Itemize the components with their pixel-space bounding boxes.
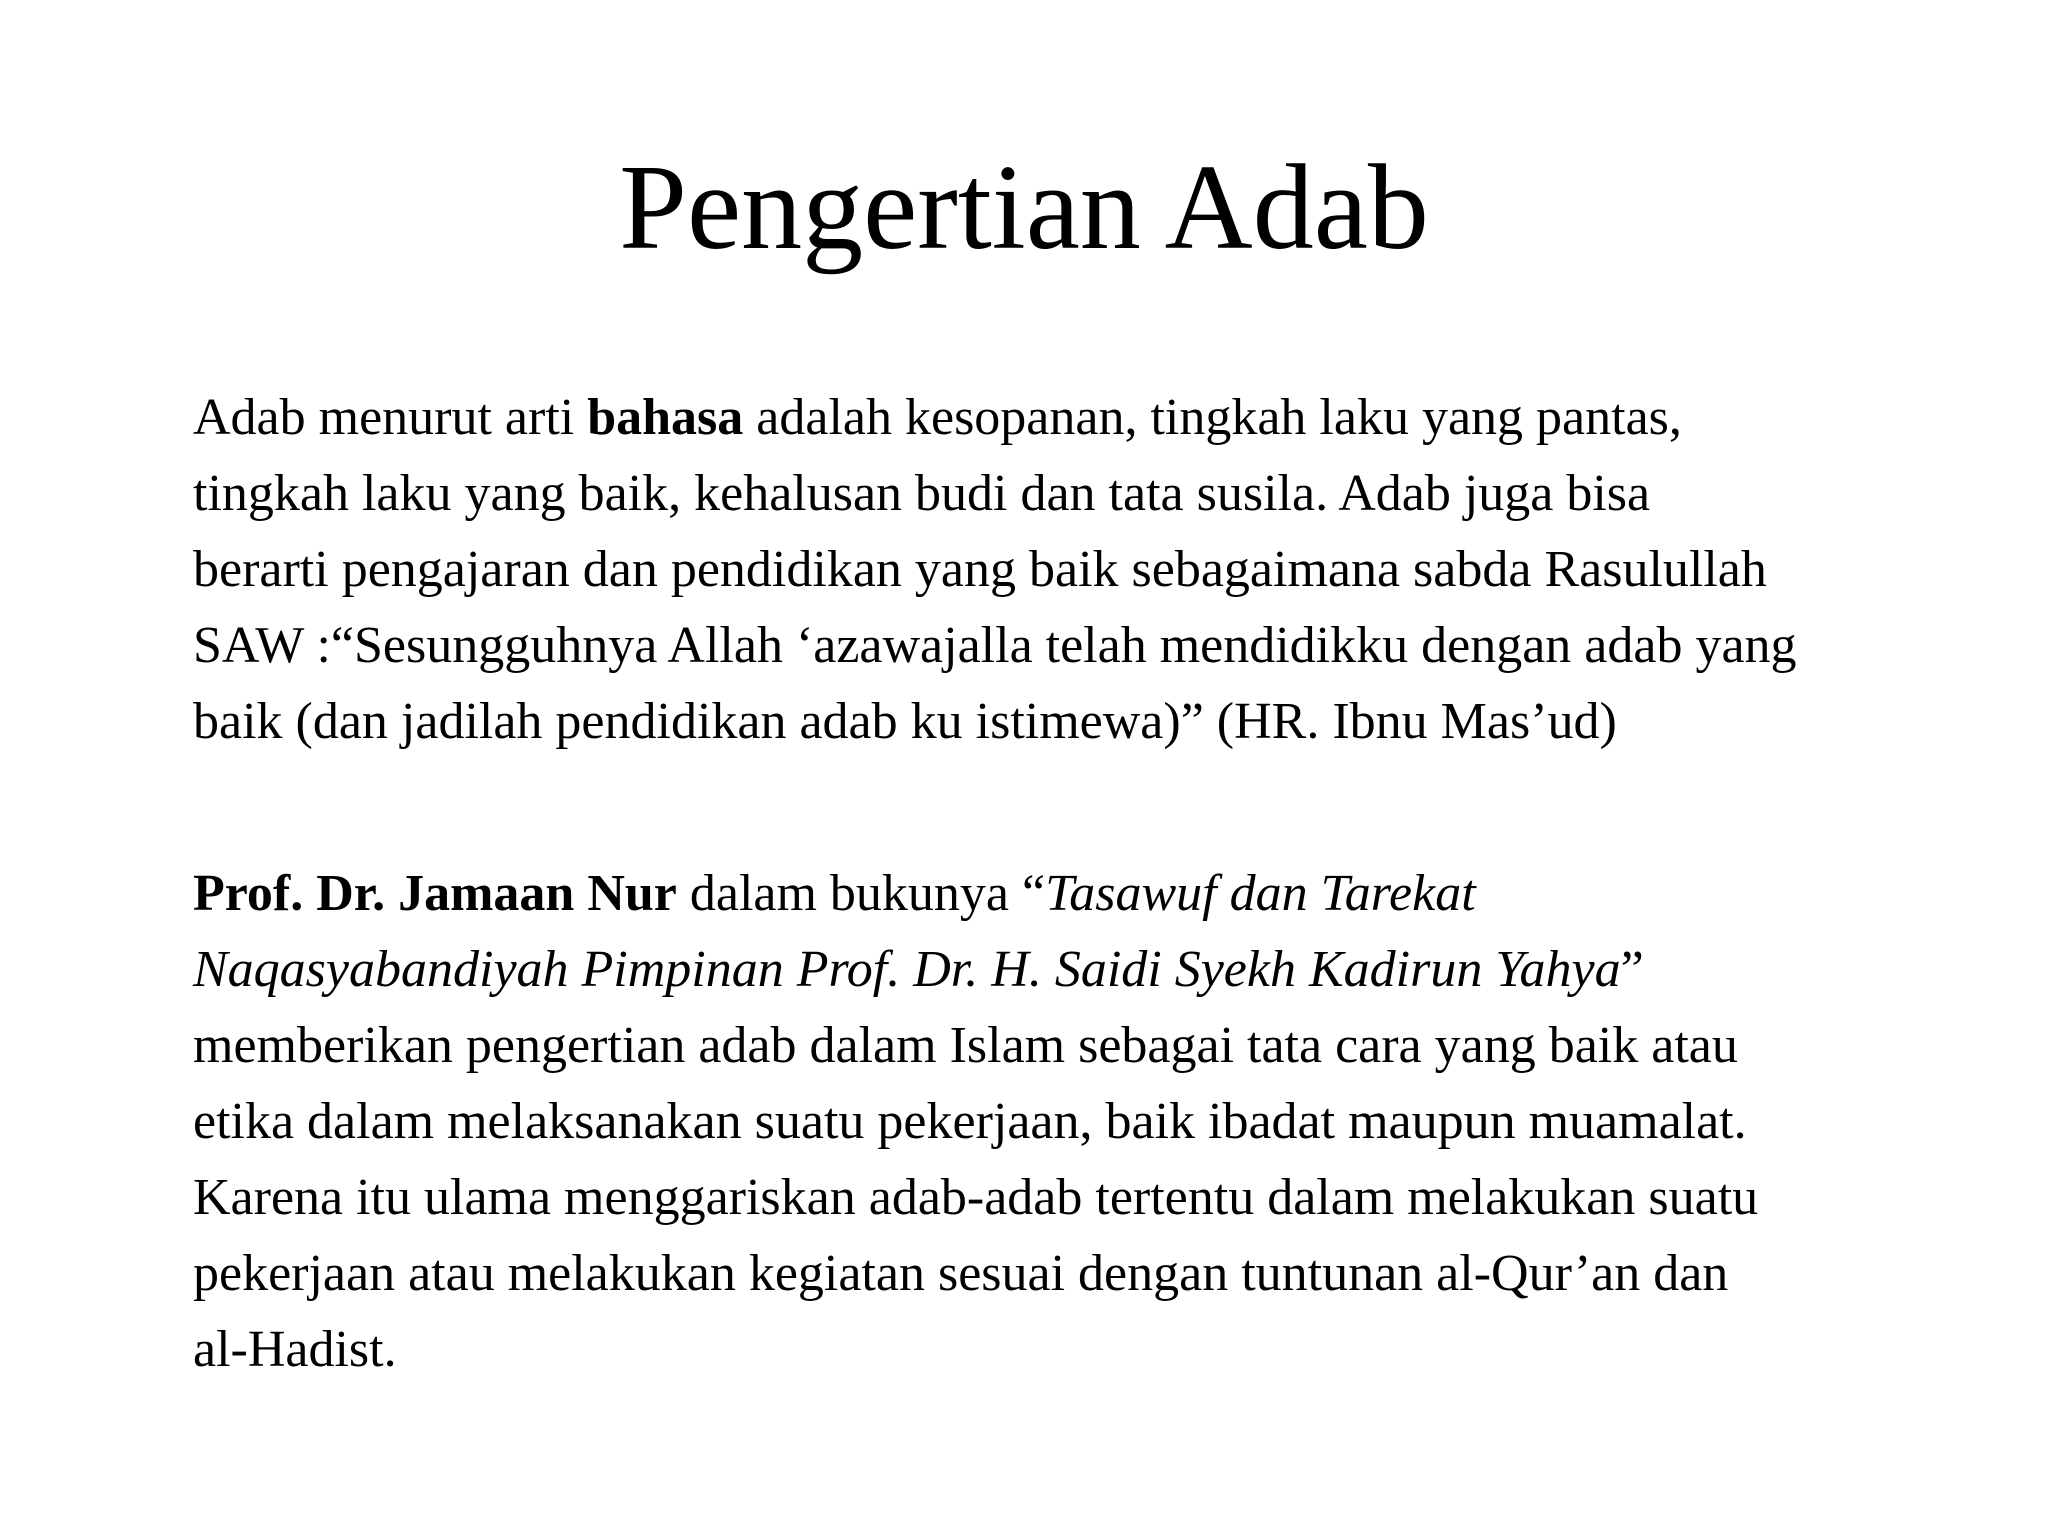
paragraph1-line1 [193, 380, 1943, 456]
paragraph-definition-islam [193, 856, 1943, 1388]
paragraph2-line7: al-Hadist. [193, 1321, 397, 1378]
paragraph1-line5: baik (dan jadilah pendidikan adab ku istimewa)” (HR. Ibnu Mas’ud) [193, 693, 1617, 750]
author-name: Prof. Dr. Jamaan Nur [193, 865, 677, 922]
paragraph2-line4: etika dalam melaksanakan suatu pekerjaan, baik ibadat maupun muamalat. [193, 1093, 1747, 1150]
slide-title: Pengertian Adab [619, 140, 1429, 275]
paragraph-definition-language [193, 380, 1943, 760]
paragraph2-line1-text: dalam bukunya “ [676, 865, 1046, 922]
paragraph2-line6: pekerjaan atau melakukan kegiatan sesuai dengan tuntunan al-Qur’an dan [193, 1245, 1729, 1302]
paragraph2-line5: Karena itu ulama menggariskan adab-adab tertentu dalam melakukan suatu [193, 1169, 1759, 1226]
paragraph1-line1-post: adalah kesopanan, tingkah laku yang pantas, [743, 389, 1682, 446]
paragraph2-line1 [193, 856, 1943, 932]
book-title-part1: Tasawuf dan Tarekat [1045, 865, 1476, 922]
book-title-part2: Naqasyabandiyah Pimpinan Prof. Dr. H. Saidi Syekh Kadirun Yahya [193, 941, 1621, 998]
paragraph1-line3: berarti pengajaran dan pendidikan yang baik sebagaimana sabda Rasulullah [193, 541, 1767, 598]
closing-quote: ” [1620, 941, 1644, 998]
paragraph1-line1-pre: Adab menurut arti [193, 389, 588, 446]
paragraph1-line4: SAW :“Sesungguhnya Allah ‘azawajalla telah mendidikku dengan adab yang [193, 617, 1797, 674]
bold-term-bahasa: bahasa [587, 389, 744, 446]
paragraph1-line2: tingkah laku yang baik, kehalusan budi dan tata susila. Adab juga bisa [193, 465, 1651, 522]
paragraph2-line2 [193, 932, 1943, 1008]
paragraph2-line3: memberikan pengertian adab dalam Islam sebagai tata cara yang baik atau [193, 1017, 1738, 1074]
